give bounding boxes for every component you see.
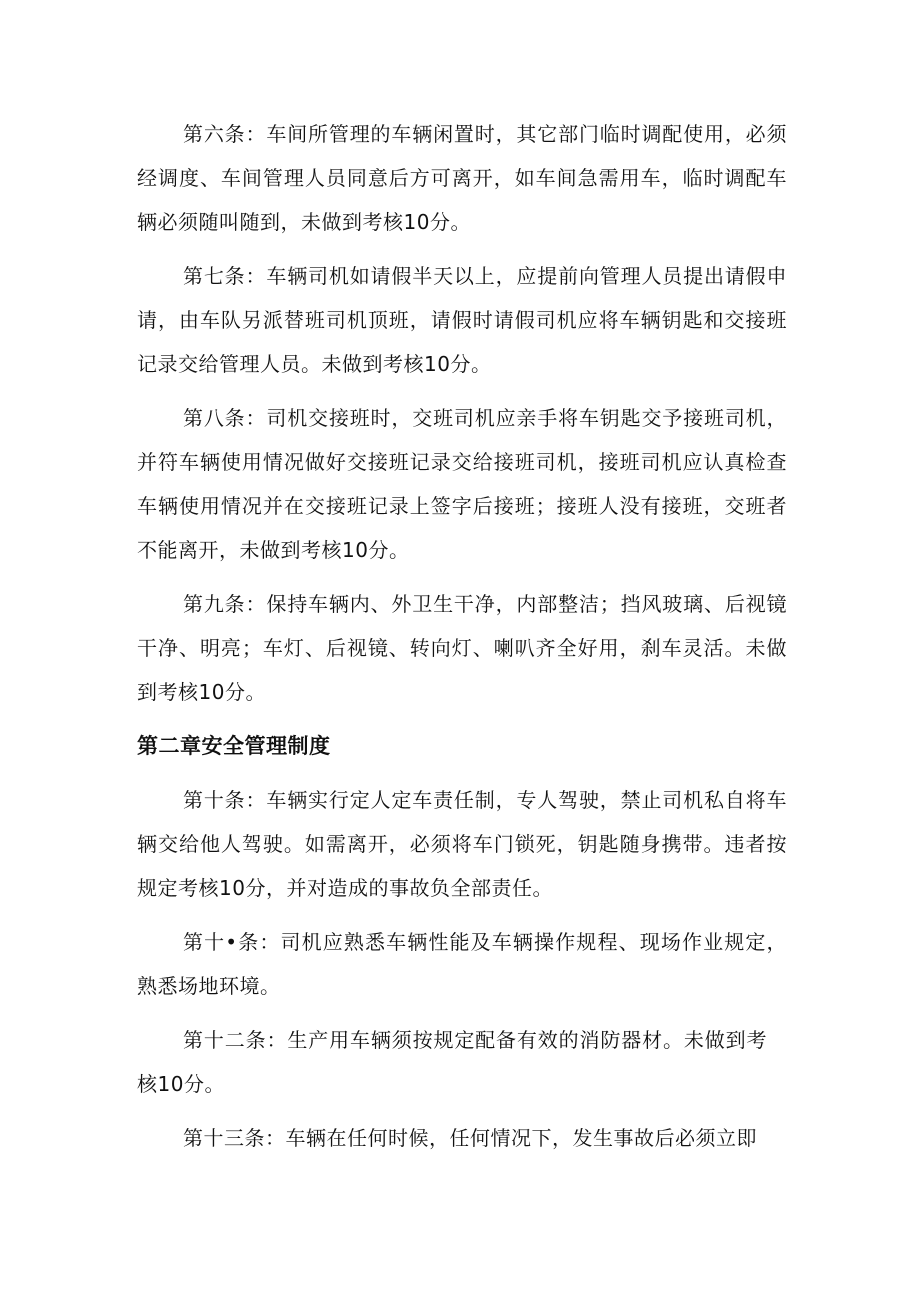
article-11-paragraph: 第十•条：司机应熟悉车辆性能及车辆操作规程、现场作业规定，熟悉场地环境。 xyxy=(137,930,787,998)
chapter-heading: 第二章安全管理制度 xyxy=(137,734,331,758)
document-page xyxy=(137,112,787,1170)
article-13-paragraph: 第十三条：车辆在任何时候，任何情况下，发生事故后必须立即 xyxy=(183,1126,757,1150)
article-7-paragraph: 第七条：车辆司机如请假半天以上，应提前向管理人员提出请假申请，由车队另派替班司机顶班，请假时请假司机应将车辆钥匙和交接班记录交给管理人员。未做到考核10分。 xyxy=(137,264,787,376)
article-8-paragraph: 第八条：司机交接班时，交班司机应亲手将车钥匙交予接班司机，并符车辆使用情况做好交接班记录交给接班司机，接班司机应认真检查车辆使用情况并在交接班记录上签字后接班；接班人没有接班，交班者不能离开，未做到考核10分。 xyxy=(137,406,787,562)
article-9-paragraph: 第九条：保持车辆内、外卫生干净，内部整洁；挡风玻璃、后视镜干净、明亮；车灯、后视镜、转向灯、喇叭齐全好用，刹车灵活。未做到考核10分。 xyxy=(137,592,787,704)
article-10-paragraph: 第十条：车辆实行定人定车责任制，专人驾驶，禁止司机私自将车辆交给他人驾驶。如需离开，必须将车门锁死，钥匙随身携带。违者按规定考核10分，并对造成的事故负全部责任。 xyxy=(137,788,787,900)
article-6-paragraph: 第六条：车间所管理的车辆闲置时，其它部门临时调配使用，必须经调度、车间管理人员同意后方可离开，如车间急需用车，临时调配车辆必须随叫随到，未做到考核10分。 xyxy=(137,122,787,234)
article-12-paragraph: 第十二条：生产用车辆须按规定配备有效的消防器材。未做到考核10分。 xyxy=(137,1028,767,1096)
